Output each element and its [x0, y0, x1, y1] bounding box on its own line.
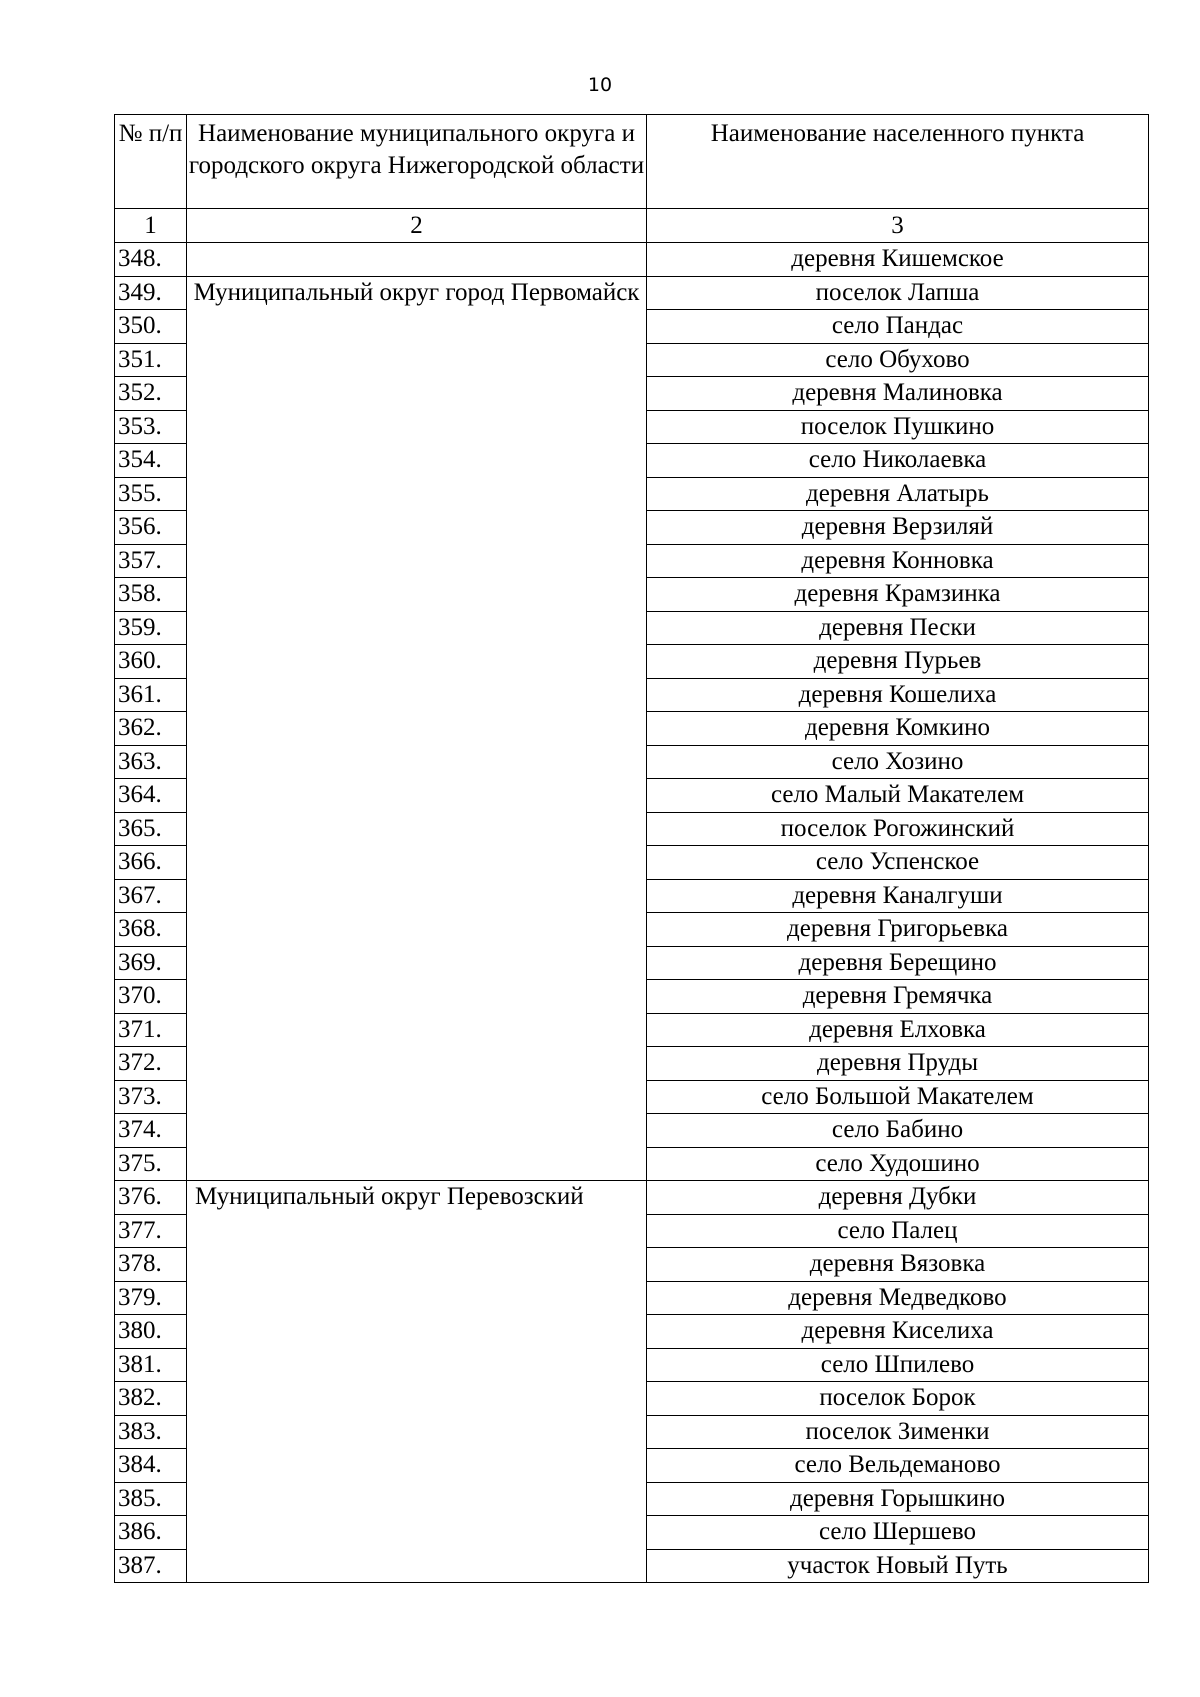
page-number: 10	[587, 74, 613, 96]
row-number: 386.	[115, 1516, 187, 1550]
settlement-name: село Вельдеманово	[647, 1449, 1149, 1483]
row-number: 359.	[115, 611, 187, 645]
header-number: № п/п	[115, 115, 187, 209]
row-number: 367.	[115, 879, 187, 913]
table-row	[115, 243, 1149, 277]
settlement-name: село Успенское	[647, 846, 1149, 880]
row-number: 372.	[115, 1047, 187, 1081]
column-number-3: 3	[647, 209, 1149, 243]
settlement-name: деревня Дубки	[647, 1181, 1149, 1215]
row-number: 381.	[115, 1348, 187, 1382]
row-number: 361.	[115, 678, 187, 712]
settlement-name: село Шершево	[647, 1516, 1149, 1550]
table-body	[115, 243, 1149, 1583]
row-number: 358.	[115, 578, 187, 612]
settlement-name: село Малый Макателем	[647, 779, 1149, 813]
settlement-name: село Пандас	[647, 310, 1149, 344]
settlement-name: деревня Верзиляй	[647, 511, 1149, 545]
settlement-name: деревня Пруды	[647, 1047, 1149, 1081]
district-name	[187, 243, 647, 277]
row-number: 365.	[115, 812, 187, 846]
row-number: 357.	[115, 544, 187, 578]
header-district: Наименование муниципального округа и городского округа Нижегородской области	[187, 115, 647, 209]
settlement-name: поселок Рогожинский	[647, 812, 1149, 846]
settlement-name: деревня Кошелиха	[647, 678, 1149, 712]
settlement-name: деревня Крамзинка	[647, 578, 1149, 612]
settlement-name: село Палец	[647, 1214, 1149, 1248]
settlement-name: деревня Пурьев	[647, 645, 1149, 679]
row-number: 374.	[115, 1114, 187, 1148]
settlement-name: деревня Кишемское	[647, 243, 1149, 277]
settlement-name: деревня Комкино	[647, 712, 1149, 746]
row-number: 382.	[115, 1382, 187, 1416]
settlement-name: деревня Григорьевка	[647, 913, 1149, 947]
row-number: 371.	[115, 1013, 187, 1047]
table-header-row	[115, 115, 1149, 209]
row-number: 351.	[115, 343, 187, 377]
row-number: 348.	[115, 243, 187, 277]
settlement-name: село Хозино	[647, 745, 1149, 779]
row-number: 364.	[115, 779, 187, 813]
district-name: Муниципальный округ Перевозский	[187, 1181, 647, 1583]
settlement-name: деревня Алатырь	[647, 477, 1149, 511]
row-number: 380.	[115, 1315, 187, 1349]
settlement-name: деревня Гремячка	[647, 980, 1149, 1014]
row-number: 376.	[115, 1181, 187, 1215]
settlement-name: деревня Каналгуши	[647, 879, 1149, 913]
row-number: 370.	[115, 980, 187, 1014]
row-number: 354.	[115, 444, 187, 478]
settlement-name: участок Новый Путь	[647, 1549, 1149, 1583]
row-number: 349.	[115, 276, 187, 310]
row-number: 377.	[115, 1214, 187, 1248]
settlement-name: поселок Зименки	[647, 1415, 1149, 1449]
settlement-name: село Большой Макателем	[647, 1080, 1149, 1114]
row-number: 350.	[115, 310, 187, 344]
row-number: 379.	[115, 1281, 187, 1315]
row-number: 378.	[115, 1248, 187, 1282]
table-row	[115, 1181, 1149, 1215]
row-number: 353.	[115, 410, 187, 444]
table-row	[115, 276, 1149, 310]
settlement-name: деревня Конновка	[647, 544, 1149, 578]
settlement-name: деревня Малиновка	[647, 377, 1149, 411]
row-number: 362.	[115, 712, 187, 746]
district-name: Муниципальный округ город Первомайск	[187, 276, 647, 1181]
settlement-name: поселок Пушкино	[647, 410, 1149, 444]
settlement-name: поселок Лапша	[647, 276, 1149, 310]
header-settlement: Наименование населенного пункта	[647, 115, 1149, 209]
row-number: 383.	[115, 1415, 187, 1449]
column-number-row	[115, 209, 1149, 243]
settlement-name: село Николаевка	[647, 444, 1149, 478]
settlement-name: деревня Киселиха	[647, 1315, 1149, 1349]
settlement-name: деревня Берещино	[647, 946, 1149, 980]
settlements-table	[114, 114, 1149, 1583]
row-number: 384.	[115, 1449, 187, 1483]
settlement-name: деревня Пески	[647, 611, 1149, 645]
row-number: 363.	[115, 745, 187, 779]
settlement-name: село Бабино	[647, 1114, 1149, 1148]
row-number: 375.	[115, 1147, 187, 1181]
settlement-name: деревня Горышкино	[647, 1482, 1149, 1516]
row-number: 356.	[115, 511, 187, 545]
column-number-2: 2	[187, 209, 647, 243]
row-number: 352.	[115, 377, 187, 411]
row-number: 385.	[115, 1482, 187, 1516]
row-number: 360.	[115, 645, 187, 679]
settlement-name: село Худошино	[647, 1147, 1149, 1181]
settlement-name: село Шпилево	[647, 1348, 1149, 1382]
row-number: 373.	[115, 1080, 187, 1114]
column-number-1: 1	[115, 209, 187, 243]
row-number: 368.	[115, 913, 187, 947]
row-number: 366.	[115, 846, 187, 880]
settlement-name: поселок Борок	[647, 1382, 1149, 1416]
row-number: 369.	[115, 946, 187, 980]
settlement-name: деревня Вязовка	[647, 1248, 1149, 1282]
settlement-name: село Обухово	[647, 343, 1149, 377]
row-number: 355.	[115, 477, 187, 511]
settlement-name: деревня Елховка	[647, 1013, 1149, 1047]
row-number: 387.	[115, 1549, 187, 1583]
settlement-name: деревня Медведково	[647, 1281, 1149, 1315]
